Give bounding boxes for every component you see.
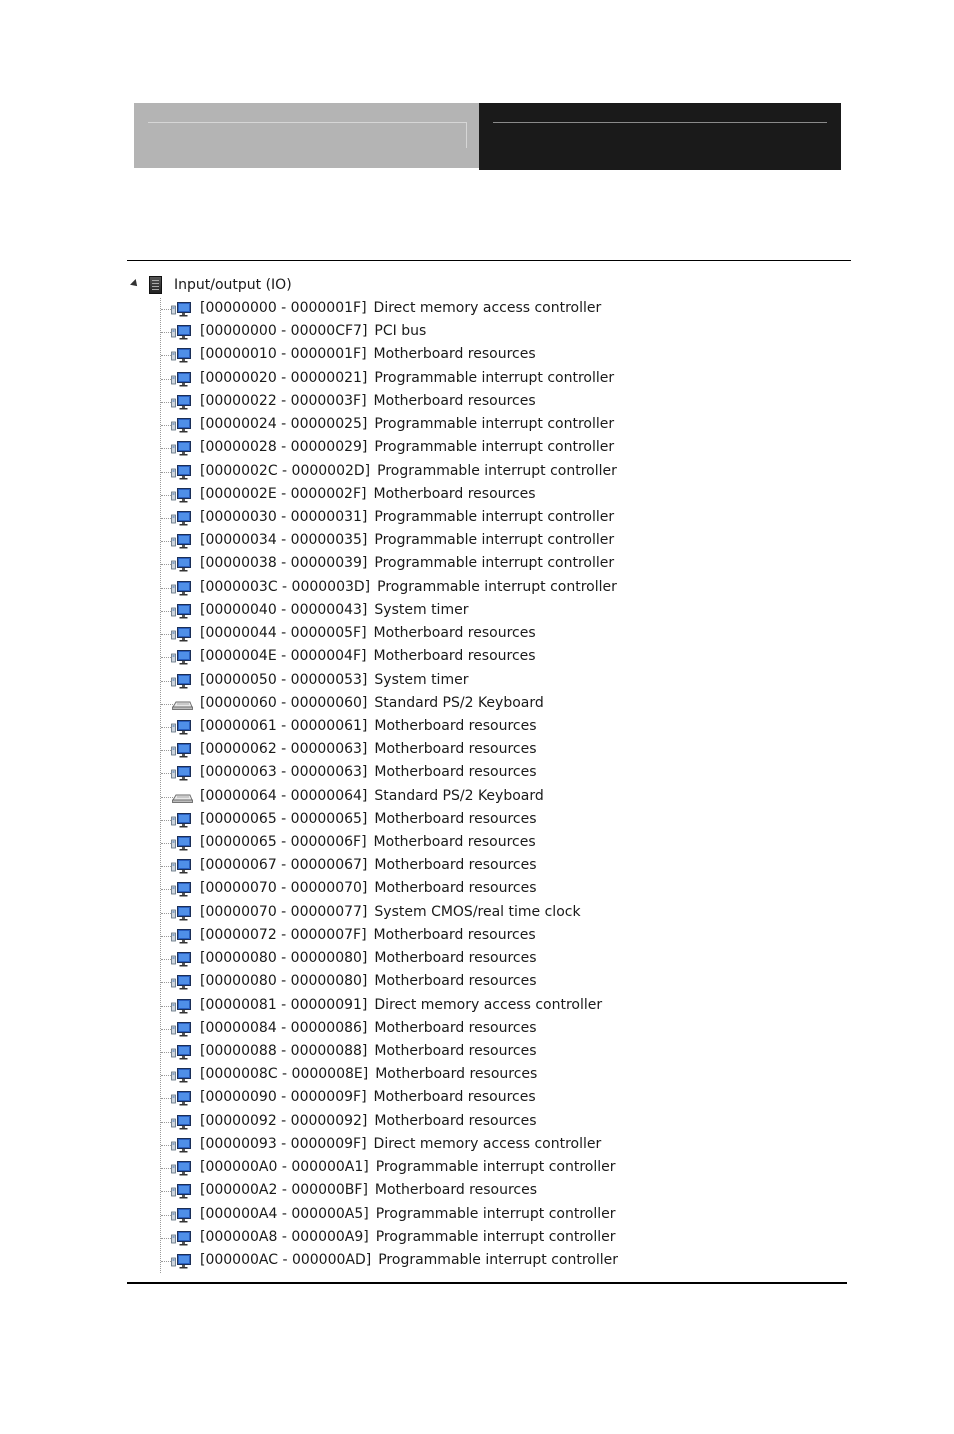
system-device-icon [171,440,193,456]
tree-item-label [200,973,537,989]
device-name: Motherboard resources [374,973,537,990]
io-range: [00000092 - 00000092] [200,1112,368,1129]
tree-item-label [200,1089,536,1105]
system-device-icon [171,812,193,828]
tree-item[interactable] [127,344,827,367]
keyboard-icon [171,789,193,805]
io-range: [000000A2 - 000000BF] [200,1182,368,1199]
tree-item[interactable] [127,1064,827,1087]
tree-item[interactable] [127,832,827,855]
io-range: [0000002E - 0000002F] [200,485,367,502]
tree-children [127,298,847,1273]
system-device-icon [171,719,193,735]
io-range: [00000040 - 00000043] [200,601,368,618]
keyboard-icon [171,696,193,712]
io-range: [0000008C - 0000008E] [200,1066,369,1083]
tree-item[interactable] [127,855,827,878]
system-device-icon [171,881,193,897]
tree-item[interactable] [127,623,827,646]
device-name: Motherboard resources [374,1182,538,1199]
tree-item-label [200,393,536,409]
system-device-icon [171,928,193,944]
tree-item[interactable] [127,368,827,391]
tree-item[interactable] [127,878,827,901]
system-device-icon [171,347,193,363]
tree-item-label [200,323,426,339]
tree-item-label [200,857,537,873]
device-name: Motherboard resources [373,625,536,642]
tree-item-label [200,439,614,455]
tree-item[interactable] [127,530,827,553]
system-device-icon [171,905,193,921]
tree-item[interactable] [127,391,827,414]
tree-item[interactable] [127,1250,827,1273]
io-range: [00000072 - 0000007F] [200,926,367,943]
io-range: [000000AC - 000000AD] [200,1251,372,1268]
io-range: [00000080 - 00000080] [200,950,368,967]
tree-item[interactable] [127,461,827,484]
tree-item-label [200,880,537,896]
device-name: Programmable interrupt controller [374,369,615,386]
screenshot-bottom-border [127,1282,847,1284]
tree-item[interactable] [127,786,827,809]
tree-item-label [200,927,536,943]
tree-item-label [200,1159,615,1175]
device-name: Direct memory access controller [373,1135,602,1152]
device-name: Motherboard resources [373,346,536,363]
io-range: [00000024 - 00000025] [200,416,368,433]
system-device-icon [171,765,193,781]
device-name: Standard PS/2 Keyboard [374,787,544,804]
system-device-icon [171,626,193,642]
tree-item-label [200,811,537,827]
tree-item-label [200,579,617,595]
system-device-icon [171,1137,193,1153]
system-device-icon [171,510,193,526]
device-name: Motherboard resources [373,392,536,409]
tree-node-label: Input/output (IO) [174,277,292,293]
tree-item-label [200,1182,537,1198]
tree-item[interactable] [127,925,827,948]
io-range: [000000A4 - 000000A5] [200,1205,369,1222]
tree-item-label [200,486,536,502]
device-name: Motherboard resources [373,926,536,943]
io-range: [00000000 - 0000001F] [200,300,367,316]
io-range: [00000067 - 00000067] [200,857,368,874]
tree-item-label [200,1252,618,1268]
device-name: Motherboard resources [374,764,537,781]
tree-item-label [200,300,601,316]
device-name: Programmable interrupt controller [374,532,615,549]
device-name: Programmable interrupt controller [374,555,615,572]
io-range: [00000044 - 0000005F] [200,625,367,642]
tree-item[interactable] [127,321,827,344]
io-range: [00000084 - 00000086] [200,1019,368,1036]
io-range: [00000093 - 0000009F] [200,1135,367,1152]
tree-item-label [200,625,536,641]
device-name: Programmable interrupt controller [377,462,617,479]
system-device-icon [171,649,193,665]
tree-item-label [200,370,614,386]
device-name: System timer [374,601,469,618]
tree-item-label [200,695,544,711]
tree-item-label [200,1136,601,1152]
tree-item[interactable] [127,1041,827,1064]
io-range: [00000080 - 00000080] [200,973,368,990]
device-name: Motherboard resources [374,950,537,967]
device-manager-tree [127,274,847,1280]
tree-item[interactable] [127,1157,827,1180]
io-range: [00000022 - 0000003F] [200,392,367,409]
io-chip-icon [149,276,162,294]
header-bar-left [134,103,479,168]
device-name: Motherboard resources [373,485,536,502]
tree-item-label [200,950,537,966]
tree-item[interactable] [127,716,827,739]
device-name: Programmable interrupt controller [375,1159,616,1176]
system-device-icon [171,1160,193,1176]
io-range: [00000062 - 00000063] [200,741,368,758]
tree-item-label [200,463,617,479]
io-range: [00000061 - 00000061] [200,717,368,734]
io-range: [00000028 - 00000029] [200,439,368,456]
device-name: Programmable interrupt controller [374,508,615,525]
device-name: Programmable interrupt controller [374,416,615,433]
device-name: System CMOS/real time clock [374,903,581,920]
io-range: [000000A0 - 000000A1] [200,1159,369,1176]
device-name: Programmable interrupt controller [375,1205,616,1222]
tree-item[interactable] [127,646,827,669]
system-device-icon [171,1230,193,1246]
system-device-icon [171,556,193,572]
system-device-icon [171,835,193,851]
expand-arrow-icon[interactable] [130,279,140,289]
tree-item[interactable] [127,809,827,832]
device-name: Motherboard resources [375,1066,538,1083]
system-device-icon [171,487,193,503]
device-name: Motherboard resources [374,1043,537,1059]
device-name: Direct memory access controller [373,300,602,316]
tree-item-label [200,1206,615,1222]
io-range: [00000064 - 00000064] [200,787,368,804]
system-device-icon [171,1207,193,1223]
io-range: [00000050 - 00000053] [200,671,368,688]
tree-item-label [200,788,544,804]
tree-item[interactable] [127,1134,827,1157]
system-device-icon [171,951,193,967]
tree-item-label [200,648,536,664]
header-rule-left-end [466,122,467,148]
io-range: [00000000 - 00000CF7] [200,323,368,340]
header-rule-right [493,122,827,123]
tree-item[interactable] [127,484,827,507]
system-device-icon [171,417,193,433]
io-range: [00000010 - 0000001F] [200,346,367,363]
system-device-icon [171,1021,193,1037]
tree-item-label [200,741,537,757]
io-range: [0000003C - 0000003D] [200,578,371,595]
tree-item[interactable] [127,600,827,623]
system-device-icon [171,464,193,480]
tree-item-label [200,1020,537,1036]
io-range: [00000065 - 00000065] [200,810,368,827]
tree-item[interactable] [127,739,827,762]
device-name: Motherboard resources [374,1019,537,1036]
system-device-icon [171,673,193,689]
device-name: Motherboard resources [374,1112,537,1129]
tree-item-label [200,1229,615,1245]
io-range: [00000090 - 0000009F] [200,1089,367,1106]
tree-item-label [200,532,614,548]
tree-item[interactable] [127,948,827,971]
tree-item-label [200,555,614,571]
system-device-icon [171,371,193,387]
header-bar-right [479,103,841,170]
system-device-icon [171,1067,193,1083]
tree-item[interactable] [127,1204,827,1227]
system-device-icon [171,742,193,758]
device-name: Programmable interrupt controller [378,1251,618,1268]
device-name: Programmable interrupt controller [374,439,615,456]
tree-item-label [200,416,614,432]
device-name: Motherboard resources [374,741,537,758]
io-range: [000000A8 - 000000A9] [200,1228,369,1245]
tree-item-label [200,1066,537,1082]
tree-item-label [200,1113,537,1129]
device-name: Motherboard resources [373,648,536,665]
system-device-icon [171,394,193,410]
system-device-icon [171,533,193,549]
io-range: [00000063 - 00000063] [200,764,368,781]
io-range: [00000060 - 00000060] [200,694,368,711]
system-device-icon [171,580,193,596]
io-range: [00000038 - 00000039] [200,555,368,572]
tree-item-label [200,904,581,920]
tree-item-label [200,1043,537,1059]
header-rule-left [148,122,466,123]
device-name: PCI bus [374,323,427,340]
tree-item[interactable] [127,995,827,1018]
tree-item[interactable] [127,693,827,716]
system-device-icon [171,1090,193,1106]
system-device-icon [171,1114,193,1130]
tree-item[interactable] [127,1087,827,1110]
tree-item-label [200,718,537,734]
tree-item[interactable] [127,1018,827,1041]
tree-item[interactable] [127,1111,827,1134]
tree-item-label [200,602,468,618]
device-name: Motherboard resources [373,834,536,851]
device-name: Programmable interrupt controller [375,1228,616,1245]
system-device-icon [171,998,193,1014]
tree-item-label [200,997,602,1013]
system-device-icon [171,324,193,340]
device-name: Motherboard resources [374,880,537,897]
device-name: Motherboard resources [374,717,537,734]
system-device-icon [171,301,193,317]
tree-item[interactable] [127,1227,827,1250]
io-range: [00000065 - 0000006F] [200,834,367,851]
tree-item-label [200,672,468,688]
tree-item[interactable] [127,762,827,785]
tree-item[interactable] [127,414,827,437]
device-name: Programmable interrupt controller [377,578,617,595]
device-name: System timer [374,671,469,688]
device-name: Motherboard resources [374,857,537,874]
io-range: [00000070 - 00000070] [200,880,368,897]
tree-item-label [200,764,537,780]
tree-item-label [200,834,536,850]
system-device-icon [171,1253,193,1269]
io-range: [00000070 - 00000077] [200,903,368,920]
tree-item[interactable] [127,971,827,994]
io-range: [0000002C - 0000002D] [200,462,371,479]
tree-item[interactable] [127,670,827,693]
tree-item-label [200,346,536,362]
io-range: [0000004E - 0000004F] [200,648,367,665]
system-device-icon [171,858,193,874]
system-device-icon [171,1183,193,1199]
system-device-icon [171,603,193,619]
tree-item[interactable] [127,577,827,600]
tree-item[interactable] [127,902,827,925]
system-device-icon [171,1044,193,1060]
tree-item[interactable] [127,298,827,321]
device-name: Motherboard resources [373,1089,536,1106]
io-range: [00000034 - 00000035] [200,532,368,549]
tree-item[interactable] [127,507,827,530]
tree-item[interactable] [127,437,827,460]
screenshot-top-border [127,260,851,261]
device-name: Motherboard resources [374,810,537,827]
io-range: [00000081 - 00000091] [200,996,368,1013]
tree-node-io[interactable] [127,274,827,298]
tree-item-label [200,509,614,525]
io-range: [00000088 - 00000088] [200,1043,368,1059]
device-name: Direct memory access controller [374,996,603,1013]
io-range: [00000020 - 00000021] [200,369,368,386]
tree-item[interactable] [127,1180,827,1203]
tree-item[interactable] [127,553,827,576]
device-name: Standard PS/2 Keyboard [374,694,544,711]
system-device-icon [171,974,193,990]
io-range: [00000030 - 00000031] [200,508,368,525]
